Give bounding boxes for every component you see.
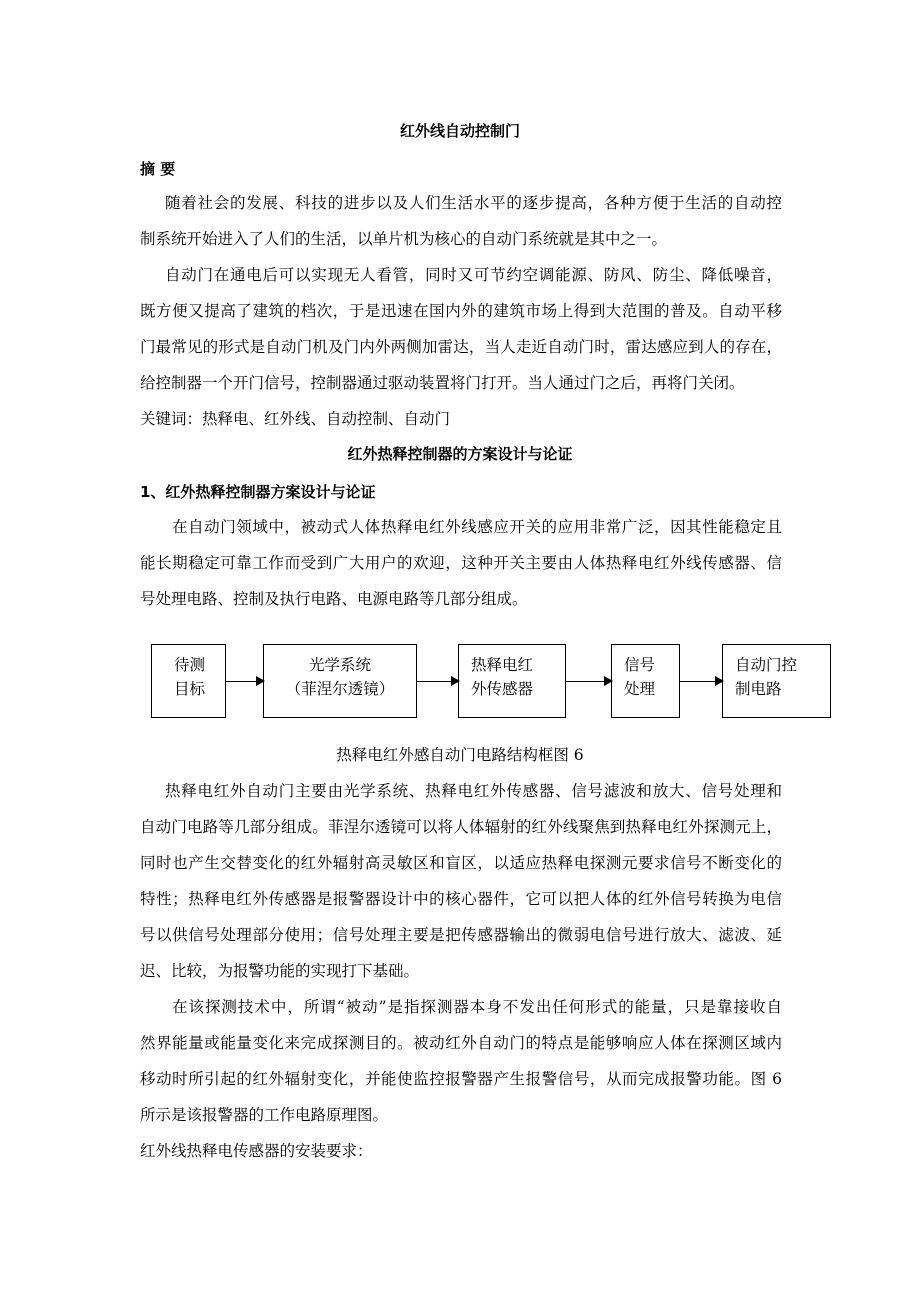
para1-line: 号处理电路、控制及执行电路、电源电路等几部分组成。 bbox=[140, 590, 528, 608]
para2-line: 自动门电路等几部分组成。菲涅尔透镜可以将人体辐射的红外线聚焦到热释电红外探测元上， bbox=[140, 818, 782, 836]
diagram-caption: 热释电红外感自动门电路结构框图 6 bbox=[336, 746, 584, 764]
para3-line: 所示是该报警器的工作电路原理图。 bbox=[140, 1106, 389, 1124]
para2-line: 特性；热释电红外传感器是报警器设计中的核心器件，它可以把人体的红外信号转换为电信 bbox=[140, 890, 782, 908]
abstract-heading: 摘 要 bbox=[140, 160, 176, 178]
diagram-box-label: 处理 bbox=[624, 680, 656, 698]
section-title: 红外热释控制器的方案设计与论证 bbox=[347, 445, 573, 463]
abstract-p1-line: 制系统开始进入了人们的生活，以单片机为核心的自动门系统就是其中之一。 bbox=[140, 230, 668, 248]
diagram-box-label: 自动门控 bbox=[735, 656, 798, 674]
abstract-p2-line: 门最常见的形式是自动门机及门内外两侧加雷达，当人走近自动门时，雷达感应到人的存在， bbox=[140, 338, 782, 356]
diagram-box-signal bbox=[611, 644, 680, 718]
para3-line: 然界能量或能量变化来完成探测目的。被动红外自动门的特点是能够响应人体在探测区域内 bbox=[140, 1034, 782, 1052]
abstract-p2-line: 既方便又提高了建筑的档次，于是迅速在国内外的建筑市场上得到大范围的普及。自动平移 bbox=[140, 302, 782, 320]
abstract-p2-line: 自动门在通电后可以实现无人看管，同时又可节约空调能源、防风、防尘、降低噪音， bbox=[165, 266, 782, 284]
para2-line: 同时也产生交替变化的红外辐射高灵敏区和盲区，以适应热释电探测元要求信号不断变化的 bbox=[140, 854, 782, 872]
diagram-arrow bbox=[226, 681, 263, 682]
install-heading: 红外线热释电传感器的安装要求： bbox=[140, 1142, 373, 1160]
abstract-p2-line: 给控制器一个开门信号，控制器通过驱动装置将门打开。当人通过门之后，再将门关闭。 bbox=[140, 374, 745, 392]
diagram-box-label: 光学系统 bbox=[308, 656, 371, 674]
diagram-arrow bbox=[417, 681, 458, 682]
document-title: 红外线自动控制门 bbox=[399, 122, 520, 140]
abstract-p1-line: 随着社会的发展、科技的进步以及人们生活水平的逐步提高，各种方便于生活的自动控 bbox=[165, 194, 782, 212]
diagram-box-label: 信号 bbox=[624, 656, 656, 674]
diagram-box-optics bbox=[263, 644, 417, 718]
para1-line: 在自动门领域中，被动式人体热释电红外线感应开关的应用非常广泛，因其性能稳定且 bbox=[172, 518, 782, 536]
para2-line: 热释电红外自动门主要由光学系统、热释电红外传感器、信号滤波和放大、信号处理和 bbox=[165, 782, 782, 800]
diagram-box-door-control bbox=[722, 644, 831, 718]
para3-line: 移动时所引起的红外辐射变化，并能使监控报警器产生报警信号，从而完成报警功能。图 6 bbox=[140, 1070, 782, 1088]
diagram-box-sensor bbox=[458, 644, 566, 718]
diagram-box-label: 目标 bbox=[174, 680, 206, 698]
diagram-box-label: 热释电红 bbox=[471, 656, 534, 674]
subsection-title: 1、红外热释控制器方案设计与论证 bbox=[140, 483, 376, 501]
para2-line: 号以供信号处理部分使用；信号处理主要是把传感器输出的微弱电信号进行放大、滤波、延 bbox=[140, 926, 782, 944]
diagram-arrow bbox=[680, 681, 722, 682]
diagram-box-target bbox=[151, 644, 226, 718]
para3-line: 在该探测技术中，所谓“被动”是指探测器本身不发出任何形式的能量，只是靠接收自 bbox=[172, 998, 782, 1016]
diagram-box-label: 外传感器 bbox=[471, 680, 534, 698]
diagram-box-label: 待测 bbox=[174, 656, 206, 674]
para2-line: 迟、比较，为报警功能的实现打下基础。 bbox=[140, 962, 420, 980]
keywords: 关键词：热释电、红外线、自动控制、自动门 bbox=[140, 410, 451, 428]
diagram-box-label: 制电路 bbox=[735, 680, 782, 698]
diagram-arrow bbox=[566, 681, 611, 682]
diagram-box-label: （菲涅尔透镜） bbox=[285, 680, 395, 698]
para1-line: 能长期稳定可靠工作而受到广大用户的欢迎，这种开关主要由人体热释电红外线传感器、信 bbox=[140, 554, 782, 572]
